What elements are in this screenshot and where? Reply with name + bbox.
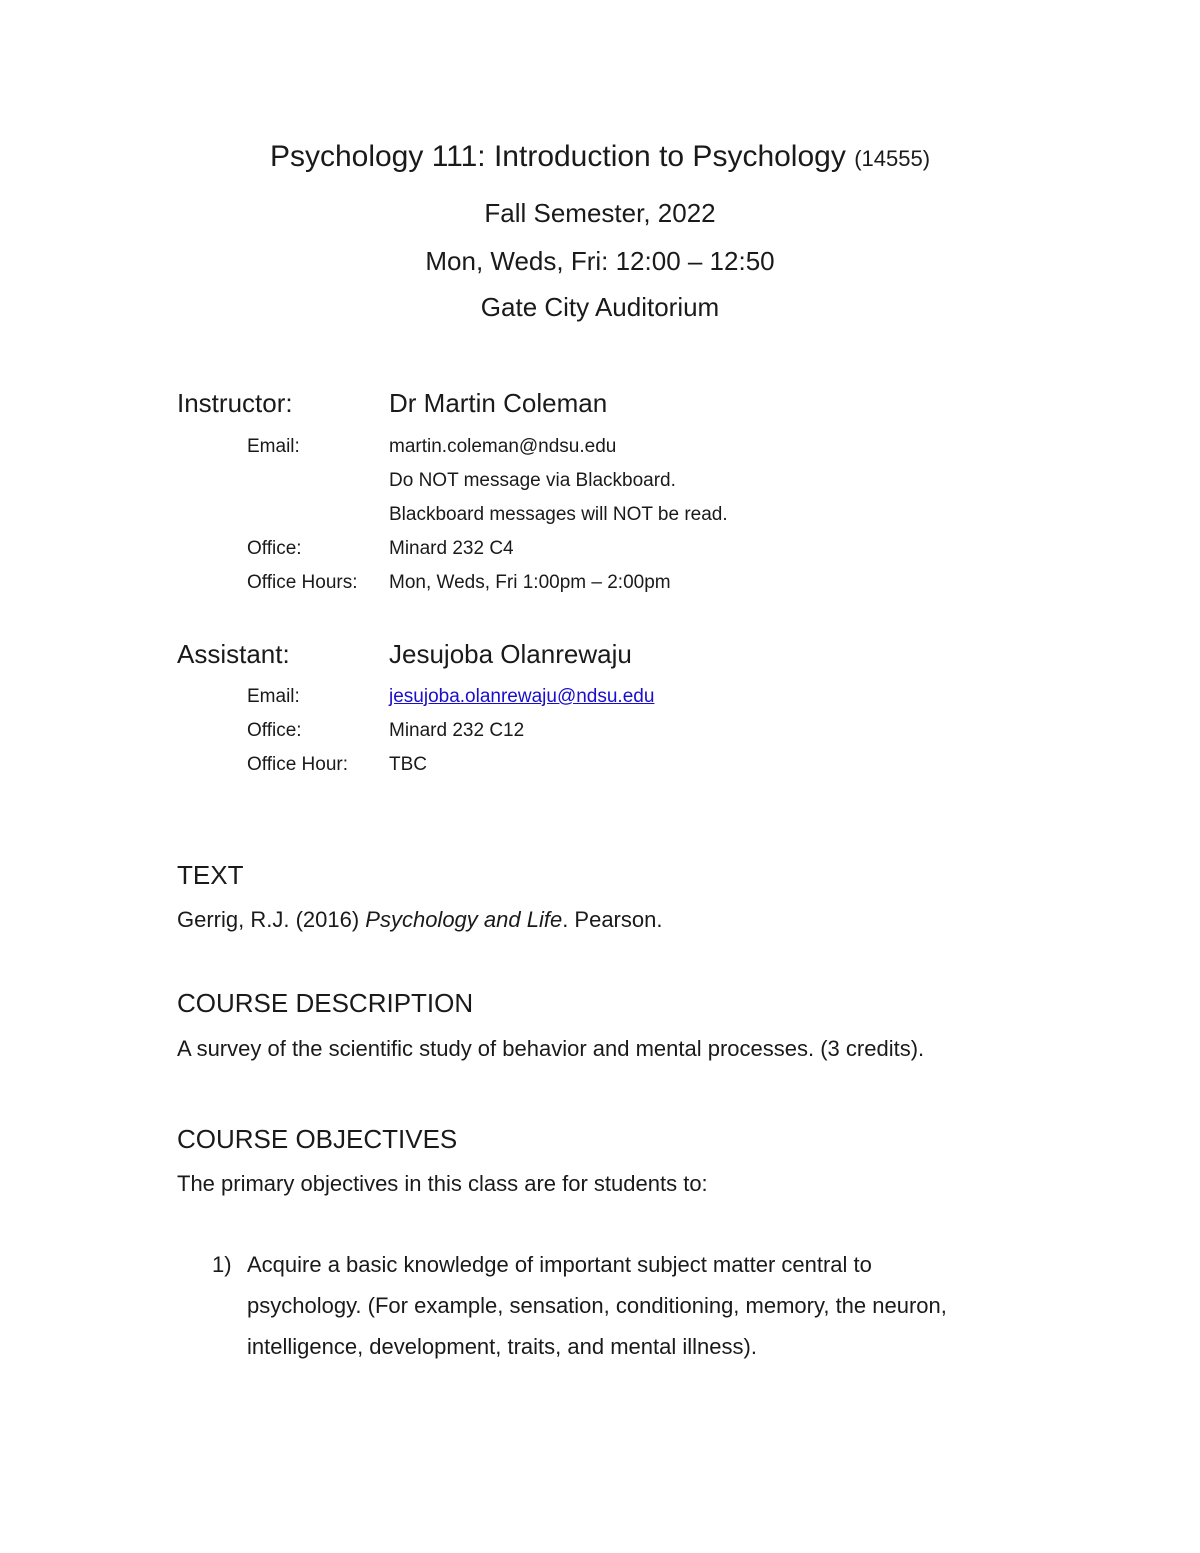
objective-line: Acquire a basic knowledge of important subject matter central to: [247, 1252, 872, 1277]
citation-suffix: . Pearson.: [562, 907, 663, 932]
instructor-note-2: Blackboard messages will NOT be read.: [389, 504, 728, 525]
assistant-label: Assistant:: [177, 639, 290, 669]
semester: Fall Semester, 2022: [484, 198, 716, 228]
instructor-hours: Mon, Weds, Fri 1:00pm – 2:00pm: [389, 572, 671, 593]
objectives-heading: COURSE OBJECTIVES: [177, 1124, 458, 1154]
instructor-email-label: Email:: [247, 436, 300, 457]
instructor-office-label: Office:: [247, 538, 302, 559]
assistant-email-label: Email:: [247, 686, 300, 707]
class-location: Gate City Auditorium: [480, 292, 720, 322]
class-schedule: Mon, Weds, Fri: 12:00 – 12:50: [425, 246, 775, 276]
assistant-name: Jesujoba Olanrewaju: [389, 639, 632, 669]
course-title-text: Psychology 111: Introduction to Psychology: [269, 140, 846, 173]
instructor-note-1: Do NOT message via Blackboard.: [389, 470, 676, 491]
assistant-hours-label: Office Hour:: [247, 754, 349, 775]
instructor-label: Instructor:: [177, 388, 293, 418]
description-body: A survey of the scientific study of behavior and mental processes. (3 credits).: [177, 1036, 925, 1061]
citation-title: Psychology and Life: [365, 907, 563, 932]
instructor-email: martin.coleman@ndsu.edu: [389, 436, 617, 457]
course-code: (14555): [854, 146, 931, 171]
instructor-hours-label: Office Hours:: [247, 572, 358, 593]
assistant-hours: TBC: [389, 754, 427, 775]
objectives-intro: The primary objectives in this class are for students to:: [177, 1171, 708, 1196]
assistant-office: Minard 232 C12: [389, 720, 525, 741]
objective-line: psychology. (For example, sensation, conditioning, memory, the neuron,: [247, 1293, 947, 1318]
text-heading: TEXT: [177, 860, 244, 890]
instructor-name: Dr Martin Coleman: [389, 388, 608, 418]
assistant-email-link[interactable]: jesujoba.olanrewaju@ndsu.edu: [389, 686, 655, 707]
instructor-office: Minard 232 C4: [389, 538, 514, 559]
objective-line: intelligence, development, traits, and mental illness).: [247, 1334, 757, 1359]
description-heading: COURSE DESCRIPTION: [177, 988, 474, 1018]
objective-number: 1): [212, 1252, 232, 1277]
textbook-citation: [177, 907, 662, 933]
course-title: [0, 140, 1200, 174]
assistant-email-container: [389, 686, 654, 708]
citation-prefix: Gerrig, R.J. (2016): [177, 907, 366, 932]
assistant-office-label: Office:: [247, 720, 302, 741]
